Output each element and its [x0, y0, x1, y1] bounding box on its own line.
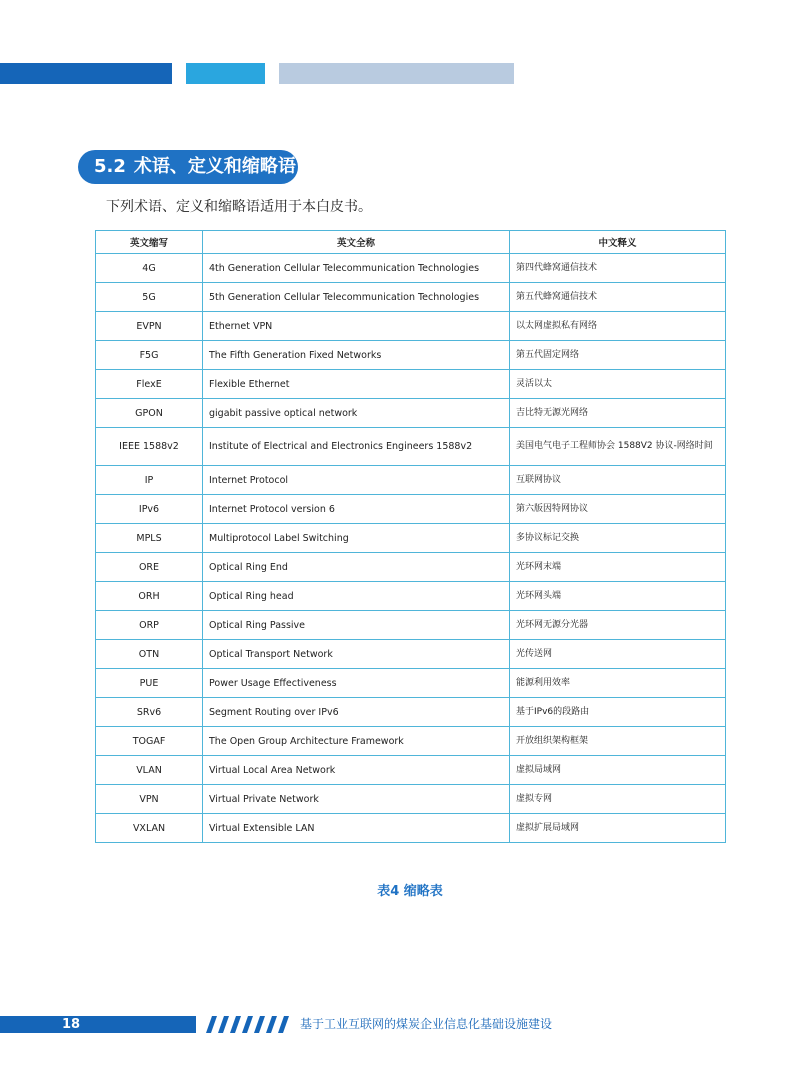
chinese-meaning-cell: 能源利用效率 — [510, 669, 726, 698]
page-number: 18 — [62, 1017, 81, 1032]
header-abbreviation: 英文缩写 — [96, 231, 203, 254]
table-row — [96, 756, 726, 785]
table-row — [96, 283, 726, 312]
table-body — [96, 254, 726, 843]
table-caption: 表4 缩略表 — [377, 884, 443, 899]
table-row — [96, 495, 726, 524]
chinese-meaning-cell: 光传送网 — [510, 640, 726, 669]
chinese-meaning-cell: 光环网无源分光器 — [510, 611, 726, 640]
table-row — [96, 312, 726, 341]
table-row — [96, 370, 726, 399]
abbreviation-cell: GPON — [96, 399, 203, 428]
chinese-meaning-cell: 第六版因特网协议 — [510, 495, 726, 524]
chinese-meaning-cell: 多协议标记交换 — [510, 524, 726, 553]
abbreviation-cell: VLAN — [96, 756, 203, 785]
full-name-cell: Internet Protocol version 6 — [203, 495, 510, 524]
abbreviation-cell: VPN — [96, 785, 203, 814]
full-name-cell: Multiprotocol Label Switching — [203, 524, 510, 553]
abbreviation-cell: PUE — [96, 669, 203, 698]
full-name-cell: Virtual Private Network — [203, 785, 510, 814]
table-row — [96, 814, 726, 843]
table-header-row — [96, 231, 726, 254]
table-row — [96, 640, 726, 669]
full-name-cell: Power Usage Effectiveness — [203, 669, 510, 698]
chinese-meaning-cell: 基于IPv6的段路由 — [510, 698, 726, 727]
section-intro: 下列术语、定义和缩略语适用于本白皮书。 — [106, 199, 372, 215]
table-row — [96, 785, 726, 814]
full-name-cell: Ethernet VPN — [203, 312, 510, 341]
table-row — [96, 254, 726, 283]
abbreviation-cell: F5G — [96, 341, 203, 370]
footer-title: 基于工业互联网的煤炭企业信息化基础设施建设 — [300, 1017, 553, 1031]
footer-bar — [0, 1016, 196, 1033]
header-bar-dark — [0, 63, 172, 84]
chinese-meaning-cell: 光环网头端 — [510, 582, 726, 611]
abbreviation-cell: MPLS — [96, 524, 203, 553]
footer-stripes — [200, 1016, 296, 1033]
abbreviation-table — [95, 230, 726, 843]
chinese-meaning-cell: 灵活以太 — [510, 370, 726, 399]
abbreviation-cell: 4G — [96, 254, 203, 283]
chinese-meaning-cell: 虚拟扩展局域网 — [510, 814, 726, 843]
chinese-meaning-cell: 以太网虚拟私有网络 — [510, 312, 726, 341]
chinese-meaning-cell: 第五代蜂窝通信技术 — [510, 283, 726, 312]
abbreviation-cell: OTN — [96, 640, 203, 669]
chinese-meaning-cell: 美国电气电子工程师协会 1588V2 协议-网络时间 — [510, 428, 726, 466]
full-name-cell: Optical Ring End — [203, 553, 510, 582]
table-row — [96, 727, 726, 756]
abbreviation-cell: IEEE 1588v2 — [96, 428, 203, 466]
full-name-cell: gigabit passive optical network — [203, 399, 510, 428]
full-name-cell: Optical Ring head — [203, 582, 510, 611]
full-name-cell: The Fifth Generation Fixed Networks — [203, 341, 510, 370]
full-name-cell: The Open Group Architecture Framework — [203, 727, 510, 756]
table-row — [96, 553, 726, 582]
header-full-name: 英文全称 — [203, 231, 510, 254]
full-name-cell: Flexible Ethernet — [203, 370, 510, 399]
full-name-cell: Segment Routing over IPv6 — [203, 698, 510, 727]
table-row — [96, 341, 726, 370]
abbreviation-cell: ORE — [96, 553, 203, 582]
full-name-cell: Virtual Extensible LAN — [203, 814, 510, 843]
full-name-cell: Virtual Local Area Network — [203, 756, 510, 785]
chinese-meaning-cell: 虚拟局域网 — [510, 756, 726, 785]
full-name-cell: Optical Transport Network — [203, 640, 510, 669]
chinese-meaning-cell: 第四代蜂窝通信技术 — [510, 254, 726, 283]
abbreviation-cell: IPv6 — [96, 495, 203, 524]
section-heading — [78, 150, 298, 184]
abbreviation-cell: EVPN — [96, 312, 203, 341]
abbreviation-cell: TOGAF — [96, 727, 203, 756]
abbreviation-cell: ORP — [96, 611, 203, 640]
full-name-cell: Optical Ring Passive — [203, 611, 510, 640]
table-row — [96, 466, 726, 495]
full-name-cell: Internet Protocol — [203, 466, 510, 495]
header-bar-pale — [279, 63, 514, 84]
abbreviation-cell: SRv6 — [96, 698, 203, 727]
table-row — [96, 611, 726, 640]
chinese-meaning-cell: 光环网末端 — [510, 553, 726, 582]
abbreviation-cell: 5G — [96, 283, 203, 312]
header-bar-light — [186, 63, 265, 84]
chinese-meaning-cell: 虚拟专网 — [510, 785, 726, 814]
table-row — [96, 582, 726, 611]
chinese-meaning-cell: 开放组织架构框架 — [510, 727, 726, 756]
section-number: 5.2 — [94, 156, 126, 177]
full-name-cell: 5th Generation Cellular Telecommunication Technologies — [203, 283, 510, 312]
abbreviation-cell: FlexE — [96, 370, 203, 399]
abbreviation-cell: ORH — [96, 582, 203, 611]
section-title: 术语、定义和缩略语 — [133, 156, 296, 177]
table-row — [96, 399, 726, 428]
table-row — [96, 669, 726, 698]
chinese-meaning-cell: 互联网协议 — [510, 466, 726, 495]
full-name-cell: Institute of Electrical and Electronics Engineers 1588v2 — [203, 428, 510, 466]
header-chinese-meaning: 中文释义 — [510, 231, 726, 254]
chinese-meaning-cell: 吉比特无源光网络 — [510, 399, 726, 428]
table-row — [96, 524, 726, 553]
abbreviation-cell: IP — [96, 466, 203, 495]
table-row — [96, 698, 726, 727]
table-row — [96, 428, 726, 466]
chinese-meaning-cell: 第五代固定网络 — [510, 341, 726, 370]
full-name-cell: 4th Generation Cellular Telecommunication Technologies — [203, 254, 510, 283]
abbreviation-cell: VXLAN — [96, 814, 203, 843]
